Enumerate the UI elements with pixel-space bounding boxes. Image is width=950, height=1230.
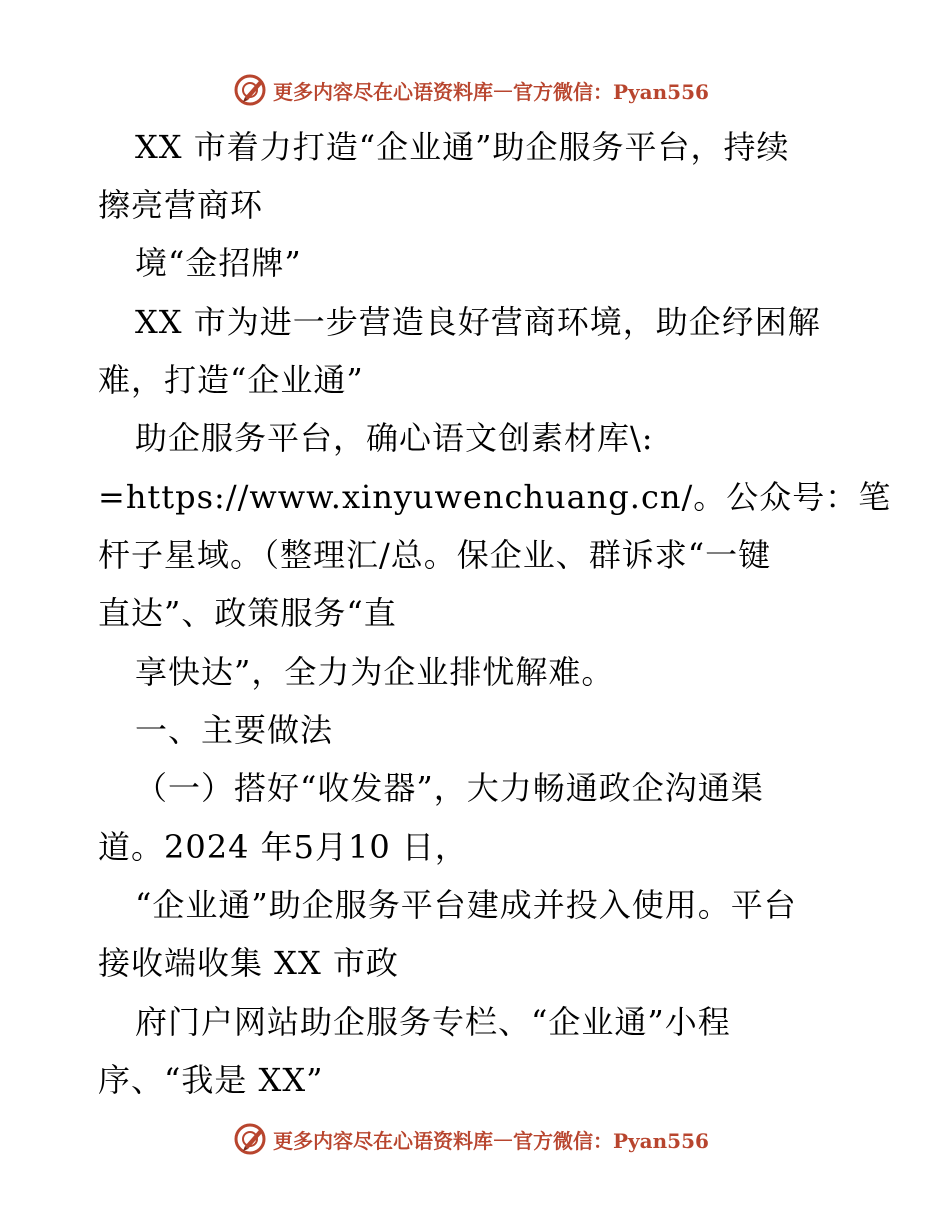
pen-logo-icon [233,1122,267,1156]
paragraph-line: 直达”、政策服务“直 [98,594,397,632]
paragraph-line: 杆子星域。（整理汇/总。保企业、群诉求“一键 [98,536,772,574]
paragraph-line: 难，打造“企业通” [98,361,364,399]
paragraph-line: （一）搭好“收发器”，大力畅通政企沟通渠 [135,769,764,807]
paragraph-line: 接收端收集 XX 市政 [98,944,399,982]
paragraph-line: 府门户网站助企服务专栏、“企业通”小程 [135,1003,731,1041]
header-banner [233,70,709,110]
paragraph-line: 序、“我是 XX” [98,1061,324,1099]
banner-sub-text: 官方微信：Pyan556 [513,79,709,104]
pen-logo-icon [233,73,267,107]
footer-banner [233,1119,709,1159]
paragraph-line: 境“金招牌” [135,244,302,282]
paragraph-line: XX 市为进一步营造良好营商环境，助企纾困解 [135,303,821,341]
paragraph-line: XX 市着力打造“企业通”助企服务平台，持续 [135,128,790,166]
section-heading: 一、主要做法 [135,711,334,749]
banner-dash: — [493,78,513,102]
paragraph-line: “企业通”助企服务平台建成并投入使用。平台 [135,886,797,924]
paragraph-line: 享快达”，全力为企业排忧解难。 [135,653,615,691]
paragraph-line: 助企服务平台，确心语文创素材库\: [135,419,654,457]
paragraph-line: 道。2024 年5月10 日， [98,828,468,866]
banner-sub-text: 官方微信：Pyan556 [513,1128,709,1153]
paragraph-line: 擦亮营商环 [98,186,264,224]
paragraph-line: =https://www.xinyuwenchuang.cn/。公众号：笔 [98,478,892,516]
banner-main-text: 更多内容尽在心语资料库 [273,79,493,104]
banner-main-text: 更多内容尽在心语资料库 [273,1128,493,1153]
banner-dash: — [493,1127,513,1151]
